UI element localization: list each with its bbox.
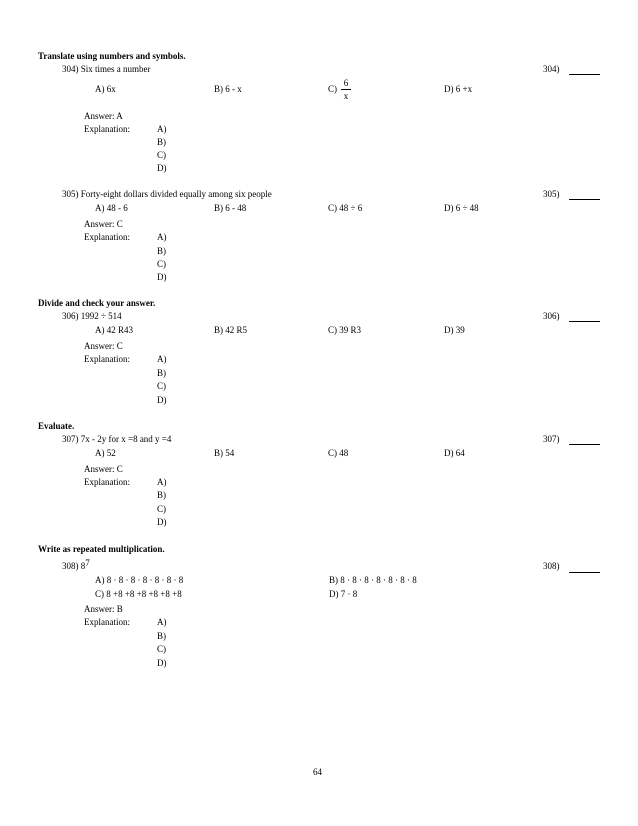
explanation-label: Explanation: — [84, 124, 130, 134]
section-heading-repeated-multiplication: Write as repeated multiplication. — [38, 544, 165, 554]
choice-b: B) 54 — [214, 448, 235, 458]
explanation-a: A) — [157, 354, 167, 364]
choice-d: D) 39 — [444, 325, 465, 335]
question-306-number: 306) — [543, 311, 560, 321]
explanation-d: D) — [157, 163, 167, 173]
prompt-exponent: 7 — [85, 558, 90, 568]
fraction-six-over-x — [341, 78, 351, 101]
answer-blank-308[interactable] — [569, 572, 600, 573]
prompt-base: 308) 8 — [62, 561, 86, 571]
choice-a: A) 48 - 6 — [95, 203, 128, 213]
question-305-number: 305) — [543, 189, 560, 199]
question-307-prompt: 307) 7x - 2y for x =8 and y =4 — [62, 434, 172, 444]
explanation-c: C) — [157, 259, 166, 269]
choice-d: D) 6 ÷ 48 — [444, 203, 479, 213]
explanation-d: D) — [157, 517, 167, 527]
explanation-c: C) — [157, 381, 166, 391]
explanation-b: B) — [157, 246, 166, 256]
section-heading-translate: Translate using numbers and symbols. — [38, 51, 186, 61]
explanation-d: D) — [157, 272, 167, 282]
answer-line: Answer: C — [84, 219, 123, 229]
answer-blank-305[interactable] — [569, 199, 600, 200]
explanation-b: B) — [157, 368, 166, 378]
answer-line: Answer: A — [84, 111, 123, 121]
fraction-denominator: x — [343, 91, 349, 101]
choice-c: C) 48 — [328, 448, 349, 458]
choice-c: C) 48 ÷ 6 — [328, 203, 363, 213]
choice-b: B) 6 - x — [214, 84, 242, 94]
answer-line: Answer: C — [84, 464, 123, 474]
question-307-number: 307) — [543, 434, 560, 444]
answer-line: Answer: C — [84, 341, 123, 351]
explanation-label: Explanation: — [84, 477, 130, 487]
explanation-b: B) — [157, 490, 166, 500]
question-305-prompt: 305) Forty-eight dollars divided equally among six people — [62, 189, 272, 199]
choice-b: B) 8 · 8 · 8 · 8 · 8 · 8 · 8 — [329, 575, 417, 585]
explanation-c: C) — [157, 504, 166, 514]
choice-c: C) — [328, 84, 337, 94]
explanation-b: B) — [157, 137, 166, 147]
explanation-a: A) — [157, 124, 167, 134]
explanation-b: B) — [157, 631, 166, 641]
explanation-a: A) — [157, 617, 167, 627]
section-heading-divide: Divide and check your answer. — [38, 298, 156, 308]
explanation-c: C) — [157, 644, 166, 654]
question-306-prompt: 306) 1992 ÷ 514 — [62, 311, 122, 321]
question-304-number: 304) — [543, 64, 560, 74]
answer-blank-306[interactable] — [569, 321, 600, 322]
answer-blank-307[interactable] — [569, 444, 600, 445]
fraction-numerator: 6 — [341, 78, 351, 90]
explanation-a: A) — [157, 477, 167, 487]
explanation-label: Explanation: — [84, 354, 130, 364]
question-308-prompt — [62, 558, 90, 572]
answer-line: Answer: B — [84, 604, 123, 614]
answer-blank-304[interactable] — [569, 74, 600, 75]
question-304-prompt: 304) Six times a number — [62, 64, 151, 74]
choice-a: A) 6x — [95, 84, 116, 94]
explanation-label: Explanation: — [84, 232, 130, 242]
choice-a: A) 8 · 8 · 8 · 8 · 8 · 8 · 8 — [95, 575, 184, 585]
explanation-d: D) — [157, 395, 167, 405]
explanation-label: Explanation: — [84, 617, 130, 627]
explanation-d: D) — [157, 658, 167, 668]
question-308-number: 308) — [543, 561, 560, 571]
choice-a: A) 52 — [95, 448, 116, 458]
explanation-c: C) — [157, 150, 166, 160]
choice-c: C) 8 +8 +8 +8 +8 +8 +8 — [95, 589, 182, 599]
choice-c: C) 39 R3 — [328, 325, 362, 335]
explanation-a: A) — [157, 232, 167, 242]
page-number: 64 — [313, 767, 322, 777]
choice-d: D) 6 +x — [444, 84, 473, 94]
choice-b: B) 6 - 48 — [214, 203, 247, 213]
choice-b: B) 42 R5 — [214, 325, 248, 335]
section-heading-evaluate: Evaluate. — [38, 421, 75, 431]
choice-d: D) 64 — [444, 448, 465, 458]
choice-d: D) 7 · 8 — [329, 589, 358, 599]
choice-a: A) 42 R43 — [95, 325, 133, 335]
